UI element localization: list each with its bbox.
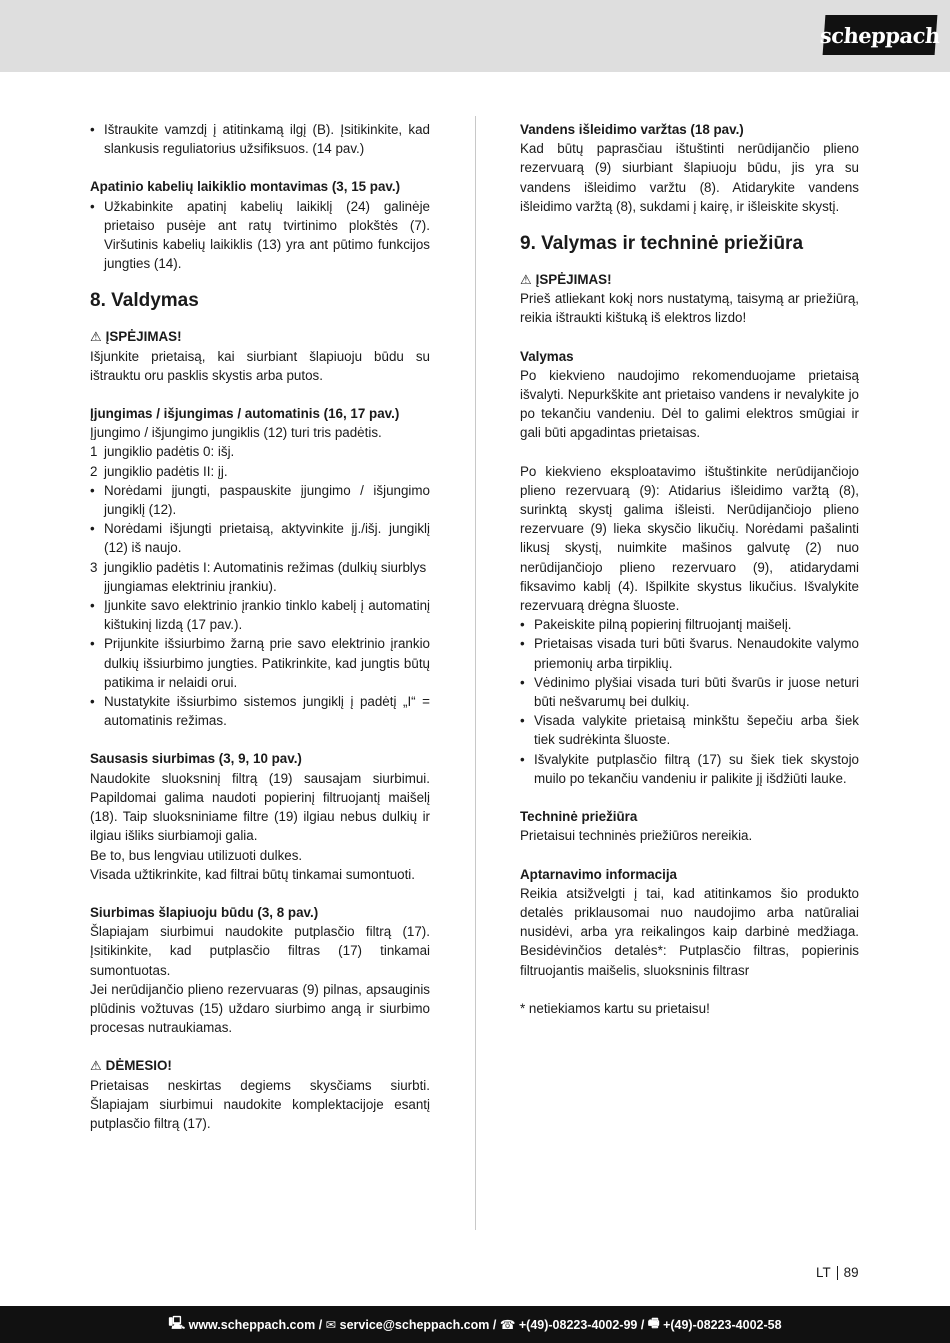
header-bar bbox=[0, 0, 950, 72]
list-item: • Nustatykite išsiurbimo sistemos jungiklį į padėtį „I“ = automatinis režimas. bbox=[90, 694, 430, 729]
paragraph: Prietaisui techninės priežiūros nereikia. bbox=[520, 828, 753, 844]
list-item: • Įjunkite savo elektrinio įrankio tinklo kabelį į automatinį kištukinį lizdą (17 pav.). bbox=[90, 598, 430, 633]
warning-text: Prieš atliekant kokį nors nustatymą, taisymą ar priežiūrą, reikia ištraukti kištuką iš elektros lizdo! bbox=[520, 291, 859, 326]
footer-web[interactable]: www.scheppach.com bbox=[188, 1317, 316, 1332]
list-item: • Norėdami įjungti, paspauskite įjungimo / išjungimo jungiklį (12). bbox=[90, 482, 430, 518]
caution-heading: ⚠ DĖMESIO! bbox=[90, 1056, 430, 1075]
section-heading: Siurbimas šlapiuoju būdu (3, 8 pav.) bbox=[90, 904, 319, 920]
paragraph: Šlapiajam siurbimui naudokite putplasčio filtrą (17). Įsitikinkite, kad putplasčio filtras (17) tinkamai sumontuotas. bbox=[90, 924, 430, 978]
left-column bbox=[90, 120, 430, 1133]
paragraph: Po kiekvieno eksploatavimo ištuštinkite nerūdijančiojo plieno rezervuarą (9): Atidarius išleidimo varžtą (8), surinktą skystį galima išleisti. Nerūdijančiojo plieno rezervuare (9) lieka skysčio likučių. Norėdami pašalinti likusį skystį, nuimkite mašinos galvutę (2) nuo nerūdijančiojo plieno rezervuaro (9), atidarydami fiksavimo kablį (4). Išpilkite skystus likučius. Išvalykite rezervuarą drėgna šluoste. bbox=[520, 463, 859, 614]
section-heading: Aptarnavimo informacija bbox=[520, 866, 678, 882]
phone-icon: ☎ bbox=[499, 1318, 519, 1332]
section-heading: Sausasis siurbimas (3, 9, 10 pav.) bbox=[90, 751, 302, 767]
column-divider bbox=[475, 116, 476, 1230]
chapter-heading: 9. Valymas ir techninė priežiūra bbox=[520, 233, 804, 255]
section-heading: Vandens išleidimo varžtas (18 pav.) bbox=[520, 122, 744, 137]
list-item: • Prijunkite išsiurbimo žarną prie savo elektrinio įrankio dulkių išsiurbimo jungties. Patikrinkite, kad jungtis būtų patikima ir nelaidi orui. bbox=[90, 636, 430, 690]
list-item: • Išvalykite putplasčio filtrą (17) su šiek tiek skystojo muilo po tekančiu vandeniu ir palikite jį išdžiūti lauke. bbox=[520, 751, 859, 786]
warning-icon: ⚠ bbox=[90, 1058, 102, 1074]
paragraph: Kad būtų paprasčiau ištuštinti nerūdijančio plieno rezervuarą (9) siurbiant šlapiuoju būdu, jis yra su vandens išleidimo varžtu (8). Atidarykite vandens išleidimo varžtą (8), sukdami į kairę, ir išleiskite skystį. bbox=[520, 141, 859, 214]
footer-fax: +(49)-08223-4002-58 bbox=[663, 1317, 782, 1332]
list-item: 2 jungiklio padėtis II: įj. bbox=[90, 463, 228, 479]
list-item: • Ištraukite vamzdį į atitinkamą ilgį (B). Įsitikinkite, kad slankusis reguliatorius užsifiksuos. (14 pav.) bbox=[90, 122, 430, 157]
paragraph: Įjungimo / išjungimo jungiklis (12) turi tris padėtis. bbox=[90, 425, 382, 441]
footnote: * netiekiamos kartu su prietaisu! bbox=[520, 1000, 710, 1016]
page-number-value: 89 bbox=[843, 1265, 859, 1280]
warning-heading: ⚠ ĮSPĖJIMAS! bbox=[90, 327, 430, 346]
chapter-heading: 8. Valdymas bbox=[90, 290, 199, 312]
list-item: • Užkabinkite apatinį kabelių laikiklį (24) galinėje prietaiso pusėje ant ratų tvirtinimo plokštės (7). Viršutinis kabelių laikiklis (13) yra ant pūtimo funkcijos jungties (14). bbox=[90, 198, 430, 272]
list-item: • Norėdami išjungti prietaisą, aktyvinkite įj./išj. jungiklį (12) iš naujo. bbox=[90, 521, 430, 556]
section-heading: Apatinio kabelių laikiklio montavimas (3, 15 pav.) bbox=[90, 179, 401, 195]
right-column bbox=[520, 120, 859, 1018]
list-item: • Vėdinimo plyšiai visada turi būti švarūs ir juose neturi būti nešvarumų bei dulkių. bbox=[520, 674, 859, 710]
warning-icon: ⚠ bbox=[520, 272, 532, 288]
paragraph: Naudokite sluoksninį filtrą (19) sausajam siurbimui. Papildomai galima naudoti popierinį filtruojantį maišelį (18). Taip sluoksniniame filtre (19) ilgiau nebus dulkių ir ilgiau išliks siurbiamoji galia. bbox=[90, 770, 430, 844]
section-heading: Valymas bbox=[520, 348, 574, 364]
paragraph: Visada užtikrinkite, kad filtrai būtų tinkamai sumontuoti. bbox=[90, 866, 416, 882]
footer-bar: 🖳 www.scheppach.com / ✉ service@scheppach.com / ☎ +(49)-08223-4002-99 / 🖷 +(49)-08223-4002-58 bbox=[0, 1306, 950, 1343]
section-heading: Įjungimas / išjungimas / automatinis (16, 17 pav.) bbox=[90, 406, 400, 422]
scheppach-logo: scheppach bbox=[823, 15, 938, 55]
paragraph: Jei nerūdijančio plieno rezervuaras (9) pilnas, apsauginis plūdinis vožtuvas (15) uždaro siurbimo angą ir siurbimo procesas nutraukiamas. bbox=[90, 981, 430, 1036]
fax-icon: 🖷 bbox=[647, 1316, 664, 1330]
mail-icon: ✉ bbox=[325, 1318, 340, 1332]
paragraph: Reikia atsižvelgti į tai, kad atitinkamos šio produkto detalės priklausomai nuo naudojimo arba natūraliai nusidėvi, arba yra reikalingos kaip darbinė medžiaga. Besidėvinčios detalės*: Putplasčio filtras, popierinis filtruojantis maišelis, sluoksninis filtrasr bbox=[520, 885, 859, 978]
list-item: • Prietaisas visada turi būti švarus. Nenaudokite valymo priemonių arba tirpiklių. bbox=[520, 636, 859, 671]
footer-phone: +(49)-08223-4002-99 bbox=[518, 1317, 638, 1332]
computer-icon: 🖳 bbox=[168, 1316, 189, 1330]
section-heading: Techninė priežiūra bbox=[520, 809, 638, 825]
warning-icon: ⚠ bbox=[90, 329, 102, 345]
list-item: • Pakeiskite pilną popierinį filtruojantį maišelį. bbox=[520, 617, 792, 633]
paragraph: Be to, bus lengviau utilizuoti dulkes. bbox=[90, 847, 303, 863]
warning-heading: ⚠ ĮSPĖJIMAS! bbox=[520, 270, 859, 289]
list-item: 1 jungiklio padėtis 0: išj. bbox=[90, 444, 235, 460]
language-code: LT bbox=[816, 1265, 831, 1280]
caution-text: Prietaisas neskirtas degiems skysčiams siurbti. Šlapiajam siurbimui naudokite komplektacijoje esantį putplasčio filtrą (17). bbox=[90, 1077, 430, 1131]
warning-text: Išjunkite prietaisą, kai siurbiant šlapiuoju būdu su ištrauktu oru pasklis skystis arba putos. bbox=[90, 348, 430, 383]
list-item: • Visada valykite prietaisą minkštu šepečiu arba šiek tiek sudrėkinta šluoste. bbox=[520, 713, 859, 748]
list-item: 3 jungiklio padėtis I: Automatinis režimas (dulkių siurblys įjungiamas elektriniu įrankiu). bbox=[90, 559, 427, 594]
paragraph: Po kiekvieno naudojimo rekomenduojame prietaisą išvalyti. Nepurkškite ant prietaiso vandens ir nevalykite jo po tekančiu vandeniu. Dėl to galimi elektros smūgiai ir gali būti apgadintas prietaisas. bbox=[520, 367, 859, 441]
footer-email[interactable]: service@scheppach.com bbox=[339, 1317, 490, 1332]
page-number bbox=[816, 1265, 859, 1280]
